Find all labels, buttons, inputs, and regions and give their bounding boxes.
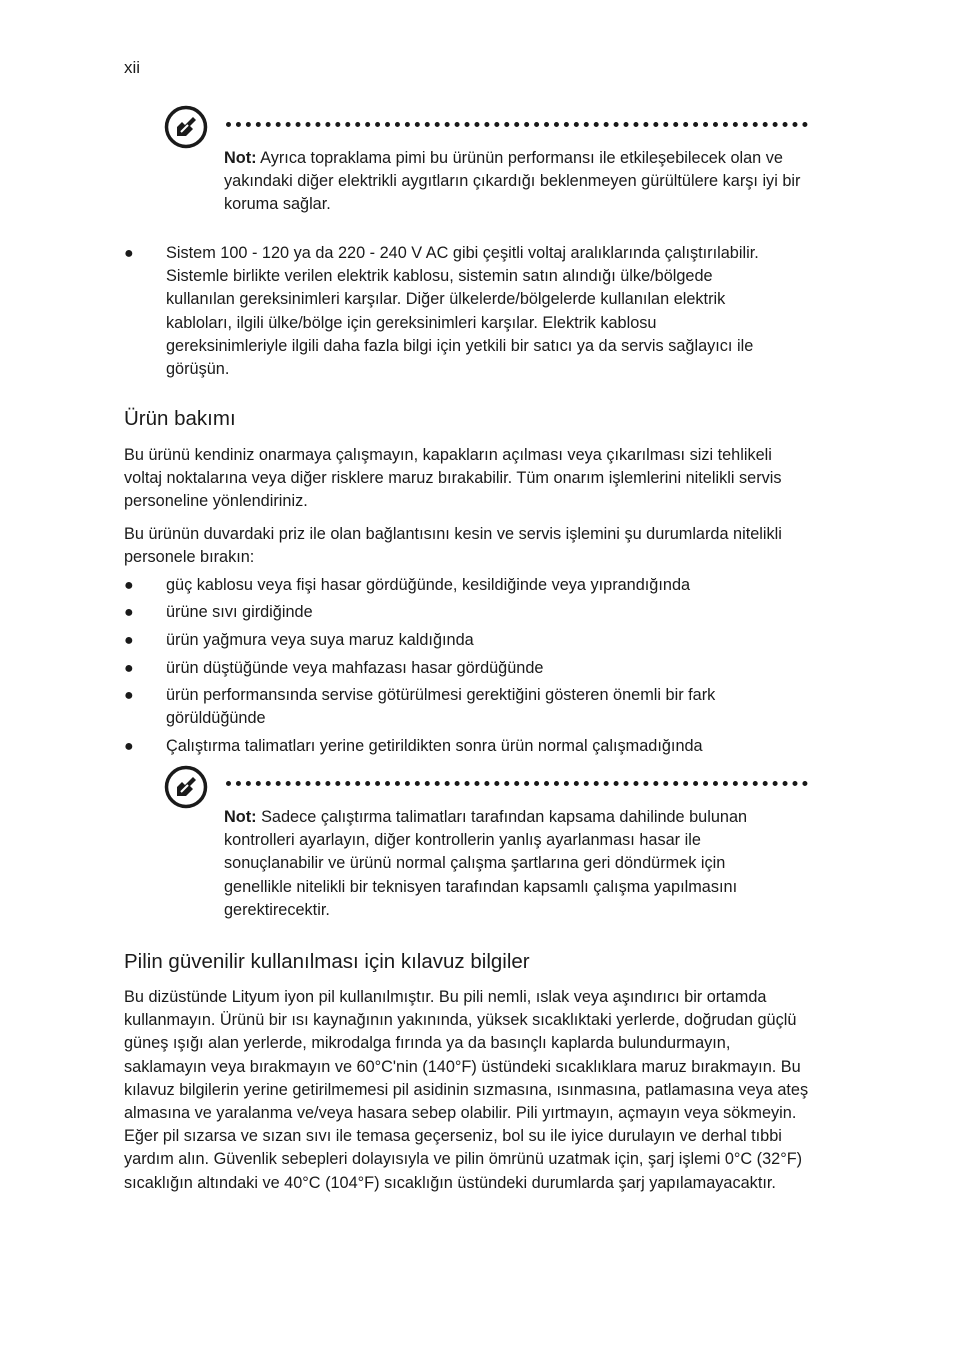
bullet-icon: ● bbox=[124, 660, 134, 677]
list-item: Çalıştırma talimatları yerine getirildikten sonra ürün normal çalışmadığında bbox=[166, 737, 703, 755]
list-item: ürün performansında servise götürülmesi gerektiğini gösteren önemli bir fark görüldüğünde bbox=[166, 686, 716, 728]
section-heading: Pilin güvenilir kullanılması için kılavuz bilgiler bbox=[124, 950, 530, 973]
paragraph: Bu ürünün duvardaki priz ile olan bağlantısını kesin ve servis işlemini şu durumlarda nitelikli personele bırakın: bbox=[124, 525, 782, 567]
note-hand-icon bbox=[164, 765, 208, 809]
note-body: Ayrıca topraklama pimi bu ürünün performansı ile etkileşebilecek olan ve yakındaki diğer elektrikli aygıtların çıkardığı beklenmeyen gürültülere karşı iyi bir koruma sağlar. bbox=[224, 149, 801, 214]
bullet-icon: ● bbox=[124, 738, 134, 755]
note-text bbox=[224, 806, 784, 922]
bullet-icon: ● bbox=[124, 687, 134, 704]
bullet-icon: ● bbox=[124, 577, 134, 594]
section-heading: Ürün bakımı bbox=[124, 407, 236, 430]
list-item: ürün düştüğünde veya mahfazası hasar gördüğünde bbox=[166, 659, 544, 677]
list-item: ürün yağmura veya suya maruz kaldığında bbox=[166, 631, 474, 649]
note-hand-icon bbox=[164, 105, 208, 149]
note-divider bbox=[226, 122, 808, 127]
note-label: Not: bbox=[224, 149, 257, 167]
bullet-icon: ● bbox=[124, 632, 134, 649]
bullet-icon: ● bbox=[124, 245, 134, 262]
note-body: Sadece çalıştırma talimatları tarafından kapsama dahilinde bulunan kontrolleri ayarlayın, diğer kontrollerin yanlış ayarlanması hasar ile sonuçlanabilir ve ürünü normal çalışma şartlarına geri döndürmek için genellikle nitelikli bir teknisyen tarafından kapsamlı çalışma yapılmasını gerektirecektir. bbox=[224, 808, 748, 919]
note-label: Not: bbox=[224, 808, 257, 826]
note-divider bbox=[226, 781, 808, 786]
paragraph: Bu dizüstünde Lityum iyon pil kullanılmıştır. Bu pili nemli, ıslak veya aşındırıcı bir ortamda kullanmayın. Ürünü bir ısı kaynağının yakınında, yüksek sıcaklıktaki yerlerde, doğrudan güçlü güneş ışığı alan yerlerde, mikrodalga fırında ya da basınçlı kaplarda bulundurmayın, saklamayın veya bırakmayın ve 60°C'nin (140°F) üstündeki sıcaklıklara maruz bırakmayın. Bu kılavuz bilgilerin yerine getirilmemesi pil asidinin sızmasına, ısınmasına, patlamasına veya ateş almasına ve yaralanma ve/veya hasara sebep olabilir. Pili yırtmayın, açmayın veya sökmeyin. Eğer pil sızarsa ve sızan sıvı ile temasa geçerseniz, bol su ile iyice durulayın ve derhal tıbbi yardım alın. Güvenlik sebepleri dolayısıyla ve pilin ömrünü uzatmak için, şarj işlemi 0°C (32°F) sıcaklığın altındaki ve 40°C (104°F) sıcaklığın üstündeki durumlarda şarj yapılamayacaktır. bbox=[124, 988, 809, 1192]
page-number: xii bbox=[124, 58, 141, 77]
note-text bbox=[224, 147, 814, 217]
list-item: Sistem 100 - 120 ya da 220 - 240 V AC gibi çeşitli voltaj aralıklarında çalıştırılabilir. Sistemle birlikte verilen elektrik kablosu, sistemin satın alındığı ülke/bölgede kullanılan gereksinimleri karşılar. Diğer ülkelerde/bölgelerde kullanılan elektrik kabloları, ilgili ülke/bölge için gereksinimleri karşılar. Elektrik kablosu gereksinimleriyle ilgili daha fazla bilgi için yetkili bir satıcı ya da servis sağlayıcı ile görüşün. bbox=[166, 244, 759, 379]
paragraph: Bu ürünü kendiniz onarmaya çalışmayın, kapakların açılması veya çıkarılması sizi tehlikeli voltaj noktalarına veya diğer risklere maruz bırakabilir. Tüm onarım işlemlerini nitelikli servis personeline yönlendiriniz. bbox=[124, 446, 782, 511]
list-item: ürüne sıvı girdiğinde bbox=[166, 603, 313, 621]
list-item: güç kablosu veya fişi hasar gördüğünde, kesildiğinde veya yıprandığında bbox=[166, 576, 691, 594]
bullet-icon: ● bbox=[124, 604, 134, 621]
